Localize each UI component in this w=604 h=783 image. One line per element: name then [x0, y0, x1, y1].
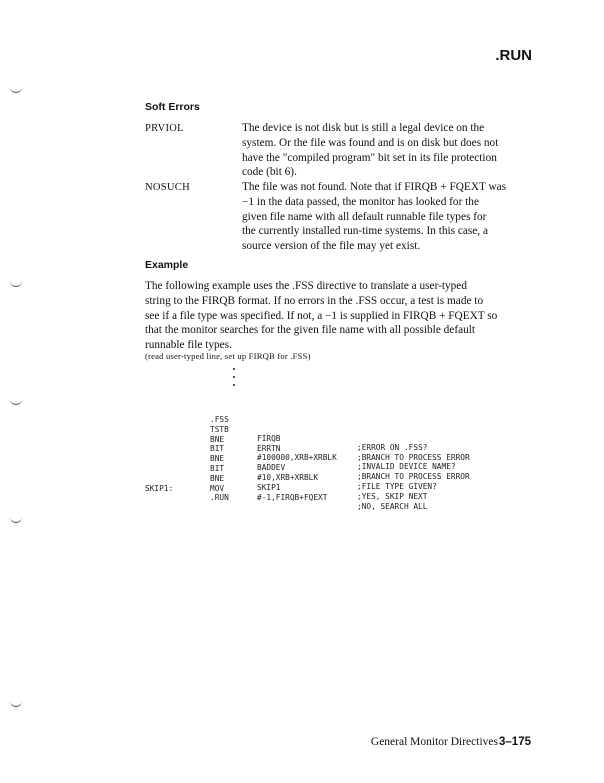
- section-title: .RUN: [495, 47, 532, 64]
- error-description-nosuch: [242, 180, 530, 254]
- paragraph-line: runnable file types.: [145, 339, 232, 352]
- code-operand: FIRQB: [257, 433, 281, 443]
- error-term-nosuch: NOSUCH: [145, 182, 190, 193]
- dot: [233, 384, 235, 386]
- code-opcode: BIT: [210, 444, 225, 454]
- code-opcode: BNE: [210, 434, 225, 444]
- paragraph-line: The following example uses the .FSS directive to translate a user-typed: [145, 280, 467, 292]
- code-comment: ;YES, SKIP NEXT: [357, 491, 428, 501]
- code-comment: ;ERROR ON .FSS?: [357, 442, 428, 452]
- binder-mark: [10, 516, 22, 523]
- code-comment: ;BRANCH TO PROCESS ERROR: [357, 472, 470, 482]
- description-line: The file was not found. Note that if FIRQB + FQEXT was: [242, 181, 507, 193]
- code-listing: [145, 397, 470, 511]
- code-comment: ;FILE TYPE GIVEN?: [357, 481, 437, 491]
- code-opcode: TSTB: [210, 424, 229, 434]
- code-opcode: .RUN: [210, 493, 229, 503]
- dot: [233, 368, 235, 370]
- code-opcode: MOV: [210, 483, 225, 493]
- code-opcode: .FSS: [210, 415, 229, 424]
- code-opcode: BNE: [210, 454, 225, 464]
- code-caption: (read user-typed line, set up FIRQB for .FSS): [145, 351, 311, 361]
- code-opcode: BIT: [210, 463, 225, 473]
- code-opcode: BNE: [210, 473, 225, 483]
- binder-mark: [10, 280, 22, 287]
- description-line: The device is not disk but is still a legal device on the: [242, 122, 485, 134]
- code-comment: ;INVALID DEVICE NAME?: [357, 462, 456, 472]
- binder-mark: [10, 398, 22, 405]
- description-line: −1 in the data passed, the monitor has looked for the: [242, 195, 479, 208]
- soft-errors-heading: Soft Errors: [145, 101, 200, 113]
- page-number: 3–175: [499, 736, 531, 748]
- description-line: have the "compiled program" bit set in its file protection: [242, 151, 497, 164]
- dot: [233, 376, 235, 378]
- footer-chapter-title: General Monitor Directives: [370, 736, 498, 748]
- code-operand: SKIP1: [257, 482, 281, 492]
- code-operand: BADDEV: [257, 463, 286, 473]
- description-line: code (bit 6).: [242, 166, 297, 179]
- paragraph-line: string to the FIRQB format. If no errors in the .FSS occur, a test is made to: [145, 294, 484, 307]
- description-line: source version of the file may yet exist.: [242, 240, 421, 253]
- error-description-prviol: [242, 121, 530, 180]
- code-operand: #10,XRB+XRBLK: [257, 472, 319, 482]
- paragraph-line: that the monitor searches for the given file name with all possible default: [145, 324, 476, 337]
- description-line: given file name with all default runnable file types for: [242, 210, 487, 223]
- ellipsis-dots: [233, 368, 237, 392]
- code-comment: ;BRANCH TO PROCESS ERROR: [357, 452, 470, 462]
- code-comment: ;NO, SEARCH ALL: [357, 501, 428, 511]
- code-line: [145, 397, 229, 424]
- code-operand: #100000,XRB+XRBLK: [257, 453, 337, 463]
- code-label: SKIP1:: [145, 484, 174, 494]
- description-line: system. Or the file was found and is on disk but does not: [242, 136, 499, 149]
- example-heading: Example: [145, 259, 189, 271]
- code-operand: ERRTN: [257, 443, 281, 453]
- code-operand: #-1,FIRQB+FQEXT: [257, 492, 328, 502]
- error-term-prviol: PRVIOL: [145, 123, 184, 134]
- example-paragraph: [145, 279, 530, 353]
- paragraph-line: see if a file type was specified. If not, a −1 is supplied in FIRQB + FQEXT so: [145, 309, 498, 322]
- binder-mark: [10, 700, 22, 707]
- description-line: the currently installed run-time systems. In this case, a: [242, 225, 488, 238]
- binder-mark: [10, 86, 22, 93]
